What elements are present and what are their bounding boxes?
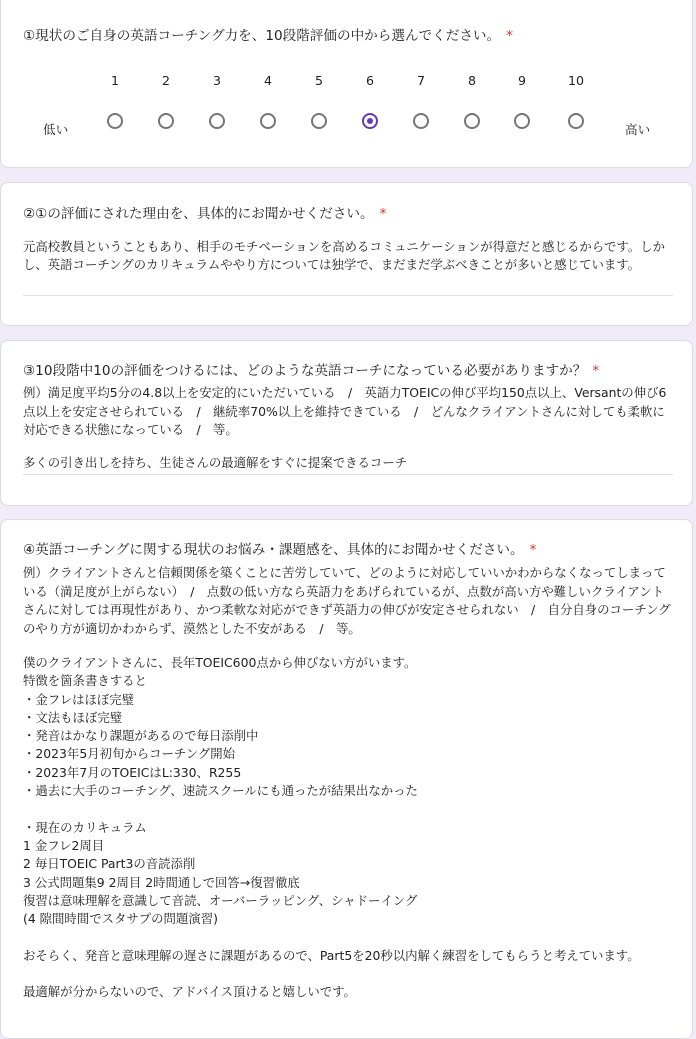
radio-option-9[interactable] [514, 113, 530, 129]
scale-label-2: 2 [161, 73, 170, 88]
radio-option-1[interactable] [107, 113, 123, 129]
scale-label-8: 8 [467, 73, 476, 88]
required-asterisk: * [506, 28, 513, 44]
required-asterisk: * [529, 542, 537, 558]
radio-option-2[interactable] [158, 113, 174, 129]
question-card-1 [0, 0, 693, 168]
radio-option-8[interactable] [464, 113, 480, 129]
question-title: ①現状のご自身の英語コーチング力を、10段階評価の中から選んでください。 * [23, 28, 513, 44]
answer-underline [23, 474, 673, 475]
radio-option-10[interactable] [568, 113, 584, 129]
answer-underline [23, 295, 673, 296]
question-description: 例）クライアントさんと信頼関係を築くことに苦労していて、どのように対応していいかわからなくなってしまっている（満足度が上がらない） / 点数の低い方なら英語力をあげられているが、点数が高い方や難しいクライアントさんに対しては再現性があり、かつ柔軟な対応ができず英語力の伸びが安定させられない / 自分自身のコーチングのやり方が適切かわからず、漠然とした不安がある / 等。 [23, 565, 671, 636]
radio-option-3[interactable] [209, 113, 225, 129]
scale-label-3: 3 [212, 73, 221, 88]
radio-option-4[interactable] [260, 113, 276, 129]
question-title: ④英語コーチングに関する現状のお悩み・課題感を、具体的にお聞かせください。 * [23, 542, 537, 558]
radio-option-5[interactable] [311, 113, 327, 129]
scale-label-7: 7 [416, 73, 425, 88]
scale-label-5: 5 [314, 73, 323, 88]
scale-label-9: 9 [517, 73, 526, 88]
required-asterisk: * [592, 363, 600, 379]
answer-text[interactable]: 多くの引き出しを持ち、生徒さんの最適解をすぐに提案できるコーチ [23, 455, 408, 470]
question-card-2 [0, 182, 693, 326]
radio-option-6-selected[interactable] [362, 113, 378, 129]
scale-label-1: 1 [110, 73, 119, 88]
question-description: 例）満足度平均5分の4.8以上を安定的にいただいている / 英語力TOEICの伸び平均150点以上、Versantの伸び6点以上を安定させられている / 継続率70%以上を維持できている / どんなクライアントさんに対しても柔軟に対応できる状態になっている / 等。 [23, 385, 667, 437]
required-asterisk: * [379, 206, 387, 222]
scale-high-label: 高い [625, 122, 651, 137]
scale-low-label: 低い [43, 122, 69, 137]
scale-label-10: 10 [567, 73, 585, 88]
question-card-3 [0, 340, 693, 506]
radio-option-7[interactable] [413, 113, 429, 129]
question-title: ③10段階中10の評価をつけるには、どのような英語コーチになっている必要がありますか？ * [23, 363, 600, 379]
question-card-4 [0, 519, 693, 1039]
answer-text[interactable]: 元高校教員ということもあり、相手のモチベーションを高めるコミュニケーションが得意だと感じるからです。しかし、英語コーチングのカリキュラムややり方については独学で、まだまだ学ぶべきことが多いと感じています。 [23, 239, 665, 273]
question-title: ②①の評価にされた理由を、具体的にお聞かせください。 * [23, 206, 387, 222]
scale-label-4: 4 [263, 73, 272, 88]
scale-label-6: 6 [365, 73, 374, 88]
answer-text[interactable]: 僕のクライアントさんに、長年TOEIC600点から伸びない方がいます。 特徴を箇条書きすると ・金フレはほぼ完璧 ・文法もほぼ完璧 ・発音はかなり課題があるので毎日添削中 ・2023年5月初旬からコーチング開始 ・2023年7月のTOEICはL:330、R255 ・過去に大手のコーチング、速読スクールにも通ったが結果出なかった ・現在のカリキュラム 1 金フレ2周目 2 毎日TOEIC Part3の音読添削 3 公式問題集9 2周目 2時間通しで回答→復習徹底 復習は意味理解を意識して音読、オーバーラッピング、シャドーイング (4 隙間時間でスタサプの問題演習) おそらく、発音と意味理解の遅さに課題があるので、Part5を20秒以内解く練習をしてもらうと考えています。 最適解が分からないので、アドバイス頂けると嬉しいです。 [23, 655, 640, 1000]
